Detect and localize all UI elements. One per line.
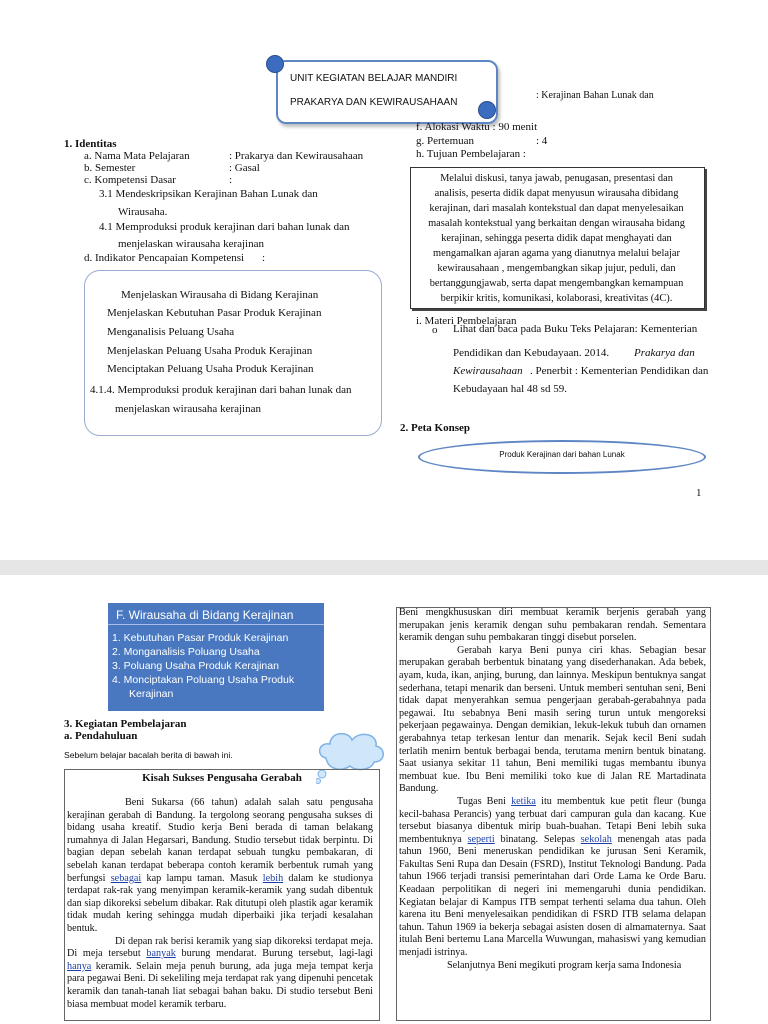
- tujuan-line: masalah kontekstual yang berkaitan dengan wirausaha bidang: [428, 218, 685, 229]
- kd-value: :: [229, 174, 233, 186]
- peta-konsep-heading: 2. Peta Konsep: [400, 422, 470, 434]
- tujuan-text: [412, 171, 701, 306]
- banner-item: 4. Monciptakan Poluang Usaha Produk: [112, 674, 295, 686]
- kd-label: c. Kompetensi Dasar: [84, 174, 176, 186]
- mapel-value: : Prakarya dan Kewirausahaan: [229, 150, 364, 162]
- page-gap: [0, 560, 768, 575]
- banner-item: 1. Kebutuhan Pasar Produk Kerajinan: [112, 632, 289, 644]
- story-link-banyak[interactable]: banyak: [146, 948, 176, 960]
- story-p2a: Di depan rak berisi keramik yang siap dikoreksi terdapat meja. Di meja tersebut: [67, 935, 373, 960]
- peta-konsep-text: Produk Kerajinan dari bahan Lunak: [499, 450, 625, 459]
- right-p3b: itu membentuk kue petit fleur (bunga kecil-bahasa Perancis) yang terbuat dari campuran gula dan kacang. Kue tersebut biasanya dibentuk mirip buah-buahan. Tetapi Beni lebih suka membentuknya: [399, 795, 706, 845]
- materi-line2b: Prakarya dan: [634, 347, 695, 359]
- indikator-6-line1: 4.1.4. Memproduksi produk kerajinan dari bahan lunak dan: [90, 384, 352, 396]
- kd2-line1: 4.1 Memproduksi produk kerajinan dari bahan lunak dan: [99, 221, 350, 233]
- indikator-2: Menjelaskan Kebutuhan Pasar Produk Kerajinan: [107, 307, 322, 319]
- tujuan-line: berpikir kritis, komunikasi, kolaborasi, kreativitas (4C).: [440, 293, 673, 304]
- story-link-sebagai[interactable]: sebagai: [110, 872, 142, 884]
- materi-line1: Lihat dan baca pada Buku Teks Pelajaran: Kementerian: [453, 323, 698, 335]
- indikator-6-line2: menjelaskan wirausaha kerajinan: [115, 403, 261, 415]
- unit-title-line1: UNIT KEGIATAN BELAJAR MANDIRI: [290, 73, 458, 84]
- right-p3c: binatang. Selepas: [500, 833, 575, 845]
- tujuan-line: bertanggungjawab, serta dapat mengembangkan kemampuan: [429, 278, 684, 289]
- right-link-sekolah[interactable]: sekolah: [580, 833, 612, 845]
- tujuan-line: kerajinan, sehingga peserta didik dapat menghayati dan: [441, 233, 672, 244]
- story-link-lebih[interactable]: lebih: [262, 872, 284, 884]
- banner-item: 2. Monganalisis Poluang Usaha: [112, 646, 260, 658]
- story-title: Kisah Sukses Pengusaha Gerabah: [142, 772, 302, 784]
- right-p3d: menengah atas pada tahun 1960, Beni meneruskan pendidikan ke jurusan Seni Keramik, Fakultas Seni Rupa dan Desain (FSRD), Institut Teknologi Bandung. Pada tahun 1966 terjadi transisi pemerintahan dari Orde Lama ke Orde Baru. Keadaan perpolitikan di negeri ini memengaruhi dunia pendidikan. Kegiatan belajar di Kampus ITB sempat terhenti selama dua tahun. Oleh karena itu Beni menyelesaikan pendidikan di FSRD ITB selama delapan tahun. Tahun 1969 ia bekerja sebagai asisten dosen di almamaternya. Saat itulah Beni bertemu Lana Marcella Wuwungan, mahasiswi yang kemudian menjadi istrinya.: [399, 833, 707, 959]
- unit-title-line2: PRAKARYA DAN KEWIRAUSAHAAN: [290, 97, 458, 108]
- materi-line2a: Pendidikan dan Kebudayaan. 2014.: [453, 347, 610, 359]
- banner-title: F. Wirausaha di Bidang Kerajinan: [116, 608, 294, 622]
- story-p1b: kap lampu taman. Masuk: [146, 872, 258, 884]
- story-left-text: [67, 797, 373, 1011]
- page-number: 1: [696, 487, 702, 499]
- mapel-label: a. Nama Mata Pelajaran: [84, 150, 190, 162]
- tujuan-line: Melalui diskusi, tanya jawab, penugasan, presentasi dan: [440, 173, 673, 184]
- story-right-text: [399, 607, 706, 972]
- indikator-1: Menjelaskan Wirausaha di Bidang Kerajinan: [121, 289, 319, 301]
- kd1-line1: 3.1 Mendeskripsikan Kerajinan Bahan Lunak dan: [99, 188, 318, 200]
- alokasi-waktu: f. Alokasi Waktu : 90 menit: [416, 121, 538, 133]
- right-p1: Beni mengkhususkan diri membuat keramik berjenis gerabah yang merupakan jenis keramik dengan suhu pembakaran rendah. Sementara keramik dengan suhu pembakaran tinggi disebut porselen.: [399, 607, 706, 644]
- right-p3a: Tugas Beni: [457, 795, 506, 807]
- semester-label: b. Semester: [84, 162, 136, 174]
- title-dot-top: [266, 55, 284, 73]
- indikator-5: Menciptakan Peluang Usaha Produk Kerajinan: [107, 363, 314, 375]
- story-link-hanya[interactable]: hanya: [67, 960, 92, 972]
- right-link-seperti[interactable]: seperti: [467, 833, 495, 845]
- pertemuan-label: g. Pertemuan: [416, 135, 475, 147]
- identitas-heading: 1. Identitas: [64, 138, 117, 150]
- topic-banner: [108, 603, 324, 711]
- unit-title-box: [276, 60, 498, 124]
- tujuan-line: kerajinan, dari masalah kontekstual dan dapat menyelesaikan: [429, 203, 684, 214]
- intro-text: Sebelum belajar bacalah berita di bawah ini.: [64, 750, 233, 760]
- tujuan-line: mengamalkan ajaran agama yang dianutnya melalui belajar: [433, 248, 680, 259]
- banner-divider: [108, 624, 324, 625]
- title-dot-bottom: [478, 101, 496, 119]
- materi-line3b: . Penerbit : Kementerian Pendidikan dan: [530, 365, 709, 377]
- semester-value: : Gasal: [229, 162, 260, 174]
- banner-item: 3. Poluang Usaha Produk Kerajinan: [112, 660, 279, 672]
- tujuan-label: h. Tujuan Pembelajaran :: [416, 148, 526, 160]
- ipk-label: d. Indikator Pencapaian Kompetensi: [84, 252, 245, 264]
- tujuan-line: analisis, peserta didik dapat menyusun wirausaha dibidang: [434, 188, 679, 199]
- pendahuluan-heading: a. Pendahuluan: [64, 730, 138, 742]
- materi-line4: Kebudayaan hal 48 sd 59.: [453, 383, 567, 395]
- pertemuan-value: : 4: [536, 135, 548, 147]
- banner-item: Kerajinan: [129, 688, 174, 700]
- materi-bullet: o: [432, 324, 438, 336]
- indikator-4: Menjelaskan Peluang Usaha Produk Kerajinan: [107, 345, 313, 357]
- kd2-line2: menjelaskan wirausaha kerajinan: [118, 238, 264, 250]
- kegiatan-heading: 3. Kegiatan Pembelajaran: [64, 718, 187, 730]
- story-p1: Beni Sukarsa (66 tahun) adalah salah satu pengusaha kerajinan gerabah di Bandung. Ia tergolong seorang pengusaha sukses di bidang usaha kreatif. Studio kerja Beni berada di taman belakang rumahnya di Jalan Hegarsari, Bandung. Studio tersebut tidak berpintu. Di bagian depan sebelah kanan terdapat sebuah tungku pembakaran, di sebelah kanan terdapat beberapa contoh keramik berbentuk rumah yang berfungsi: [67, 797, 373, 884]
- story-p2b: burung mendarat. Burung tersebut, lagi-lagi: [181, 948, 374, 960]
- tujuan-line: kewirausahaan , mengembangkan sikap jujur, peduli, dan: [437, 263, 676, 274]
- kd1-line2: Wirausaha.: [118, 206, 168, 218]
- materi-heading: i. Materi Pembelajaran: [416, 315, 517, 327]
- right-link-ketika[interactable]: ketika: [511, 795, 536, 807]
- ipk-value: :: [262, 252, 266, 264]
- topic-fragment: : Kerajinan Bahan Lunak dan: [536, 90, 654, 101]
- materi-line3a: Kewirausahaan: [453, 365, 523, 377]
- banner-list: [112, 631, 294, 701]
- story-p2c: keramik. Selain meja penuh burung, ada juga meja tempat kerja para pegawai Beni. Di sekeliling meja terdapat rak yang dipenuhi pencetak keramik dan tanah-tanah liat sebagai bahan baku. Di studio tersebut Beni biasa membuat model keramik terbaru.: [67, 960, 373, 1010]
- right-p2: Gerabah karya Beni punya ciri khas. Sebagian besar merupakan gerabah berbentuk binatang yang disederhanakan. Ada bebek, ayam, kuda, ikan, anjing, burung, dan lainnya. Meskipun bentuknya sangat sederhana, tetapi menarik dan berseni. Untuk memberi sentuhan seni, Beni tidak dapat menyerahkan semua pengerjaan gerabah-gerabahnya pada pegawai. Itu sebabnya Beni masih sering turun untuk mengoreksi pekerjaan pegawainya. Dengan demikian, lekuk-lekuk tubuh dan ornamen gerabahnya tetap terkesan lentur dan menarik. Sejak kecil Beni sudah terlatih menirn bentuk berbagai benda, terutama menirn bentuk binatang. Saat usianya sekitar 11 tahun, Beni memiliki tugas membantu ibunya membuat kue. Ibu Beni memiliki toko kue di Jalan RE Martadinata Bandung.: [399, 644, 706, 795]
- story-p1c: dalam ke studionya terdapat rak-rak yang menyimpan keramik-keramik yang sudah dibentuk dan siap dikoreksi sebelum dibakar. Rak ditutupi oleh plastik agar keramik tidak mudah kering sehingga mudah diperbaiki jika terjadi kesalahan bentuk.: [67, 872, 373, 934]
- right-p4: Selanjutnya Beni megikuti program kerja sama Indonesia: [447, 959, 682, 971]
- indikator-3: Menganalisis Peluang Usaha: [107, 326, 235, 338]
